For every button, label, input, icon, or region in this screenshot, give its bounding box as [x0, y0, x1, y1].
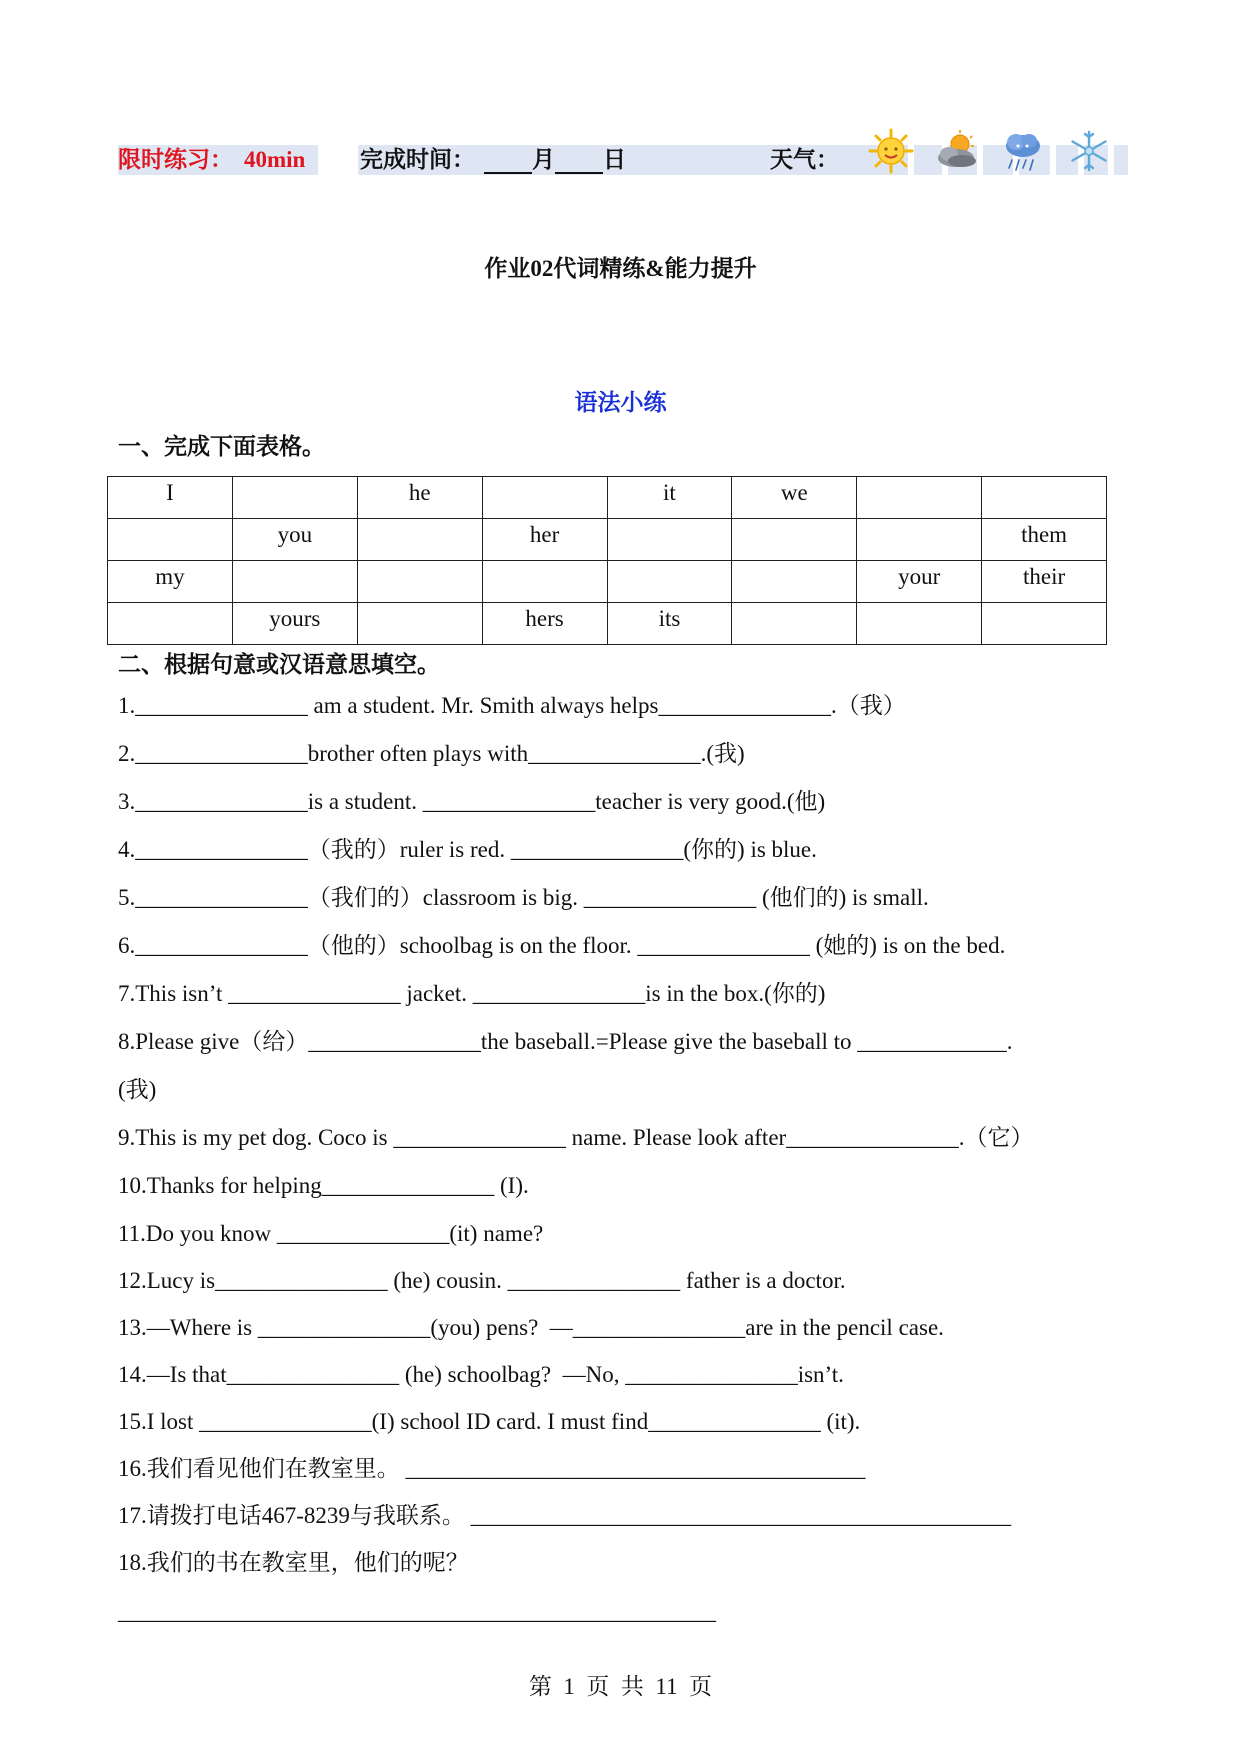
table-cell[interactable] — [357, 603, 482, 645]
partly-cloudy-icon[interactable] — [934, 128, 980, 174]
question-8: 8.Please give（给）_______________the baseball.=Please give the baseball to _____________. — [118, 1029, 1013, 1054]
table-cell[interactable] — [232, 477, 357, 519]
table-cell: we — [732, 477, 857, 519]
table-cell: hers — [482, 603, 607, 645]
table-row — [108, 519, 1107, 561]
table-cell: their — [982, 561, 1107, 603]
table-cell: them — [982, 519, 1107, 561]
table-cell: yours — [232, 603, 357, 645]
table-cell[interactable] — [982, 477, 1107, 519]
table-row — [108, 561, 1107, 603]
table-cell[interactable] — [482, 561, 607, 603]
question-10: 10.Thanks for helping_______________ (I). — [118, 1173, 529, 1198]
table-row — [108, 603, 1107, 645]
month-blank[interactable] — [484, 150, 532, 174]
section-heading: 语法小练 — [574, 390, 667, 415]
sun-icon[interactable] — [868, 128, 914, 174]
question-2: 2._______________brother often plays with_______________.(我) — [118, 741, 745, 766]
document-title: 作业02代词精练&能力提升 — [484, 256, 757, 281]
question-3: 3._______________is a student. _______________teacher is very good.(他) — [118, 789, 826, 814]
month-label: 月 — [532, 147, 555, 172]
finish-time-label: 完成时间： — [360, 147, 475, 172]
question-4: 4._______________（我的）ruler is red. _______________(你的) is blue. — [118, 837, 817, 862]
question-11: 11.Do you know _______________(it) name? — [118, 1221, 544, 1246]
table-cell: your — [857, 561, 982, 603]
month-blank-group — [484, 146, 626, 174]
table-row — [108, 477, 1107, 519]
answer-line-18[interactable]: ____________________________________________________ — [118, 1599, 716, 1624]
question-6: 6._______________（他的）schoolbag is on the floor. _______________ (她的) is on the bed. — [118, 933, 1006, 958]
table-cell[interactable] — [232, 561, 357, 603]
question-9: 9.This is my pet dog. Coco is _______________ name. Please look after_______________.（它） — [118, 1125, 1034, 1150]
snowflake-icon[interactable] — [1066, 128, 1112, 174]
table-cell[interactable] — [732, 519, 857, 561]
table-cell[interactable] — [357, 561, 482, 603]
table-cell: its — [607, 603, 732, 645]
table-cell[interactable] — [732, 603, 857, 645]
table-cell: you — [232, 519, 357, 561]
question-18: 18.我们的书在教室里，他们的呢？ — [118, 1550, 469, 1575]
table-cell[interactable] — [982, 603, 1107, 645]
part2-title: 二、根据句意或汉语意思填空。 — [118, 652, 440, 677]
question-8-hint: (我) — [118, 1077, 157, 1102]
table-cell[interactable] — [357, 519, 482, 561]
question-13: 13.—Where is _______________(you) pens? —_______________are in the pencil case. — [118, 1315, 944, 1340]
question-15: 15.I lost _______________(I) school ID card. I must find_______________ (it). — [118, 1409, 861, 1434]
page-footer: 第 1 页 共 11 页 — [528, 1674, 713, 1699]
table-cell: my — [108, 561, 233, 603]
table-cell[interactable] — [607, 519, 732, 561]
question-1: 1._______________ am a student. Mr. Smith always helps_______________.（我） — [118, 693, 906, 718]
question-14: 14.—Is that_______________ (he) schoolbag? —No, _______________isn’t. — [118, 1362, 844, 1387]
table-cell: her — [482, 519, 607, 561]
table-cell[interactable] — [857, 603, 982, 645]
question-16: 16.我们看见他们在教室里。 ________________________________________ — [118, 1456, 866, 1481]
weather-label: 天气： — [770, 147, 839, 172]
table-cell: I — [108, 477, 233, 519]
table-cell[interactable] — [732, 561, 857, 603]
question-12: 12.Lucy is_______________ (he) cousin. _______________ father is a doctor. — [118, 1268, 846, 1293]
table-cell[interactable] — [482, 477, 607, 519]
table-cell: he — [357, 477, 482, 519]
part1-title: 一、完成下面表格。 — [118, 434, 325, 459]
day-label: 日 — [603, 147, 626, 172]
table-cell[interactable] — [857, 477, 982, 519]
table-cell: it — [607, 477, 732, 519]
question-17: 17.请拨打电话467-8239与我联系。 _______________________________________________ — [118, 1503, 1012, 1528]
question-7: 7.This isn’t _______________ jacket. _______________is in the box.(你的) — [118, 981, 826, 1006]
rain-icon[interactable] — [1000, 128, 1046, 174]
day-blank[interactable] — [555, 150, 603, 174]
table-cell[interactable] — [108, 519, 233, 561]
question-5: 5._______________（我们的）classroom is big. _______________ (他们的) is small. — [118, 885, 929, 910]
table-cell[interactable] — [857, 519, 982, 561]
table-cell[interactable] — [108, 603, 233, 645]
table-cell[interactable] — [607, 561, 732, 603]
time-limit-label: 限时练习： — [118, 147, 233, 172]
pronoun-table — [107, 476, 1107, 645]
time-limit-value: 40min — [244, 147, 306, 172]
